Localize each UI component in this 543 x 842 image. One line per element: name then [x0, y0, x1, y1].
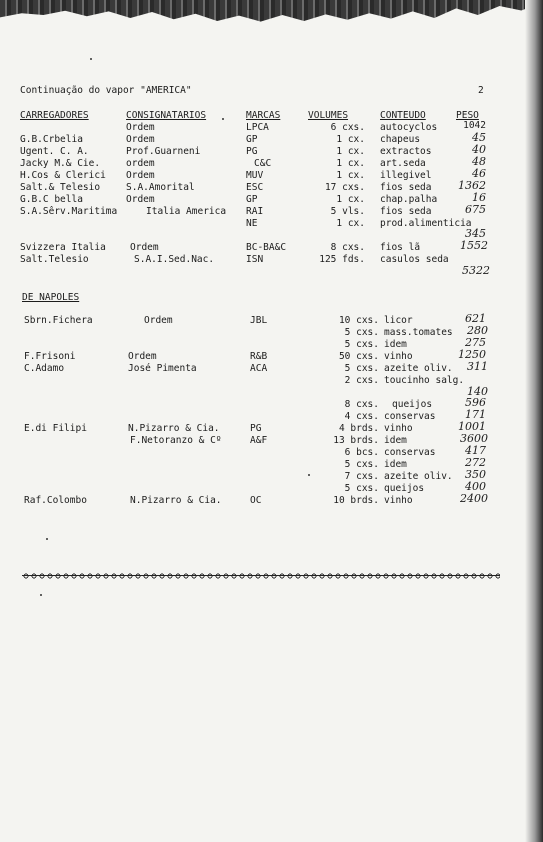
content-cell: mass.tomates — [384, 327, 453, 338]
weight-cell: 1552 — [460, 239, 488, 252]
shipper-cell: H.Cos & Clerici — [20, 170, 106, 181]
consignee-cell: ordem — [126, 158, 155, 169]
volumes-cell: 5 cxs. — [344, 459, 379, 470]
content-cell: extractos — [380, 146, 432, 157]
volumes-cell: 1 cx. — [336, 146, 365, 157]
weight-cell: 275 — [465, 336, 486, 349]
content-cell: chapeus — [380, 134, 421, 145]
shipper-cell: Sbrn.Fichera — [24, 315, 93, 326]
volumes-cell: 10 brds. — [333, 495, 379, 506]
content-cell: licor — [384, 315, 413, 326]
consignee-cell: S.A.Amorital — [126, 182, 195, 193]
volumes-cell: 8 cxs. — [330, 242, 365, 253]
header-weight: PESO — [456, 110, 479, 121]
mark-cell: MUV — [246, 170, 264, 181]
mark-cell: BC-BA&C — [246, 242, 287, 253]
content-cell: idem — [384, 339, 407, 350]
weight-cell: 140 — [467, 385, 488, 398]
volumes-cell: 8 cxs. — [344, 399, 379, 410]
shipper-cell: Raf.Colombo — [24, 495, 87, 506]
weight-cell: 400 — [465, 480, 486, 493]
volumes-cell: 5 cxs. — [344, 339, 379, 350]
mark-cell: C&C — [254, 158, 272, 169]
content-cell: vinho — [384, 351, 413, 362]
content-cell: casulos seda — [380, 254, 449, 265]
header-consignee: CONSIGNATARIOS — [126, 110, 207, 121]
shipper-cell: F.Frisoni — [24, 351, 76, 362]
mark-cell: GP — [246, 194, 258, 205]
weight-cell: 311 — [467, 360, 488, 373]
weight-cell: 2400 — [460, 492, 488, 505]
content-cell: chap.palha — [380, 194, 438, 205]
volumes-cell: 5 cxs. — [344, 483, 379, 494]
consignee-cell: N.Pizarro & Cia. — [128, 423, 220, 434]
volumes-cell: 10 cxs. — [338, 315, 379, 326]
header-volumes: VOLUMES — [308, 110, 349, 121]
scan-speck — [222, 118, 224, 120]
consignee-cell: Ordem — [126, 134, 155, 145]
mark-cell: PG — [246, 146, 258, 157]
weight-cell: 48 — [472, 155, 486, 168]
weight-cell: 171 — [465, 408, 486, 421]
shipper-cell: G.B.C bella — [20, 194, 83, 205]
shipper-cell: G.B.Crbelia — [20, 134, 83, 145]
volumes-cell: 4 cxs. — [344, 411, 379, 422]
volumes-cell: 125 fds. — [319, 254, 365, 265]
volumes-cell: 1 cx. — [336, 134, 365, 145]
content-cell: toucinho salg. — [384, 375, 465, 386]
content-cell: queijos — [392, 399, 433, 410]
volumes-cell: 6 bcs. — [344, 447, 379, 458]
scan-speck — [46, 538, 48, 540]
consignee-cell: Ordem — [144, 315, 173, 326]
volumes-cell: 2 cxs. — [344, 375, 379, 386]
consignee-cell: José Pimenta — [128, 363, 197, 374]
mark-cell: NE — [246, 218, 258, 229]
shipper-cell: Salt.& Telesio — [20, 182, 101, 193]
volumes-cell: 17 cxs. — [324, 182, 365, 193]
consignee-cell: F.Netoranzo & Cº — [130, 435, 222, 446]
weight-cell: 1362 — [458, 179, 486, 192]
content-cell: idem — [384, 459, 407, 470]
weight-cell: 16 — [472, 191, 486, 204]
consignee-cell: N.Pizarro & Cia. — [130, 495, 222, 506]
content-cell: conservas — [384, 411, 436, 422]
weight-cell: 1042 — [463, 120, 486, 131]
content-cell: conservas — [384, 447, 436, 458]
volumes-cell: 1 cx. — [336, 170, 365, 181]
volumes-cell: 1 cx. — [336, 218, 365, 229]
weight-cell: 45 — [472, 131, 486, 144]
content-cell: fios seda — [380, 206, 432, 217]
mark-cell: RAI — [246, 206, 264, 217]
volumes-cell: 13 brds. — [333, 435, 379, 446]
consignee-cell: Ordem — [130, 242, 159, 253]
section-heading-naples: DE NAPOLES — [22, 292, 80, 303]
weight-cell: 345 — [465, 227, 486, 240]
volumes-cell: 5 vls. — [330, 206, 365, 217]
document-title: Continuação do vapor "AMERICA" — [20, 85, 192, 96]
volumes-cell: 1 cx. — [336, 158, 365, 169]
weight-cell: 675 — [465, 203, 486, 216]
weight-cell: 350 — [465, 468, 486, 481]
content-cell: azeite oliv. — [384, 363, 453, 374]
content-cell: autocyclos — [380, 122, 438, 133]
weight-cell: 1001 — [458, 420, 486, 433]
content-cell: azeite oliv. — [384, 471, 453, 482]
header-shipper: CARREGADORES — [20, 110, 89, 121]
volumes-cell: 1 cx. — [336, 194, 365, 205]
volumes-cell: 5 cxs. — [344, 327, 379, 338]
header-marks: MARCAS — [246, 110, 281, 121]
weight-cell: 3600 — [460, 432, 488, 445]
shipper-cell: E.di Filipi — [24, 423, 87, 434]
weight-cell: 1250 — [458, 348, 486, 361]
scan-edge-top — [0, 0, 543, 30]
shipper-cell: Salt.Telesio — [20, 254, 89, 265]
mark-cell: PG — [250, 423, 262, 434]
weight-cell: 417 — [465, 444, 486, 457]
scan-speck — [40, 594, 42, 596]
mark-cell: ESC — [246, 182, 264, 193]
mark-cell: R&B — [250, 351, 268, 362]
volumes-cell: 50 cxs. — [338, 351, 379, 362]
mark-cell: A&F — [250, 435, 268, 446]
consignee-cell: Prof.Guarneni — [126, 146, 201, 157]
weight-cell: 272 — [465, 456, 486, 469]
consignee-cell: Italia America — [146, 206, 227, 217]
mark-cell: GP — [246, 134, 258, 145]
mark-cell: JBL — [250, 315, 268, 326]
mark-cell: ACA — [250, 363, 268, 374]
consignee-cell: Ordem — [126, 194, 155, 205]
shipper-cell: Ugent. C. A. — [20, 146, 89, 157]
content-cell: fios seda — [380, 182, 432, 193]
content-cell: fios lã — [380, 242, 421, 253]
shipper-cell: Svizzera Italia — [20, 242, 106, 253]
weight-cell: 46 — [472, 167, 486, 180]
content-cell: vinho — [384, 423, 413, 434]
mark-cell: OC — [250, 495, 262, 506]
consignee-cell: S.A.I.Sed.Nac. — [134, 254, 215, 265]
weight-cell: 596 — [465, 396, 486, 409]
subtotal: 5322 — [462, 264, 490, 277]
shipper-cell: Jacky M.& Cie. — [20, 158, 101, 169]
content-cell: art.seda — [380, 158, 426, 169]
scan-speck — [90, 58, 92, 60]
volumes-cell: 5 cxs. — [344, 363, 379, 374]
content-cell: vinho — [384, 495, 413, 506]
content-cell: illegivel — [380, 170, 432, 181]
volumes-cell: 4 brds. — [338, 423, 379, 434]
mark-cell: LPCA — [246, 122, 269, 133]
scan-speck — [308, 474, 310, 476]
weight-cell: 40 — [472, 143, 486, 156]
header-contents: CONTEUDO — [380, 110, 426, 121]
content-cell: queijos — [384, 483, 425, 494]
closing-divider-rule — [22, 571, 500, 581]
weight-cell: 280 — [467, 324, 488, 337]
shipper-cell: S.A.Sêrv.Maritima — [20, 206, 118, 217]
shipper-cell: C.Adamo — [24, 363, 65, 374]
volumes-cell: 7 cxs. — [344, 471, 379, 482]
volumes-cell: 6 cxs. — [330, 122, 365, 133]
consignee-cell: Ordem — [128, 351, 157, 362]
consignee-cell: Ordem — [126, 170, 155, 181]
scan-edge-right — [525, 0, 543, 842]
page-number: 2 — [478, 85, 484, 96]
weight-cell: 621 — [465, 312, 486, 325]
content-cell: idem — [384, 435, 407, 446]
content-cell: prod.alimenticia — [380, 218, 472, 229]
mark-cell: ISN — [246, 254, 264, 265]
consignee-cell: Ordem — [126, 122, 155, 133]
